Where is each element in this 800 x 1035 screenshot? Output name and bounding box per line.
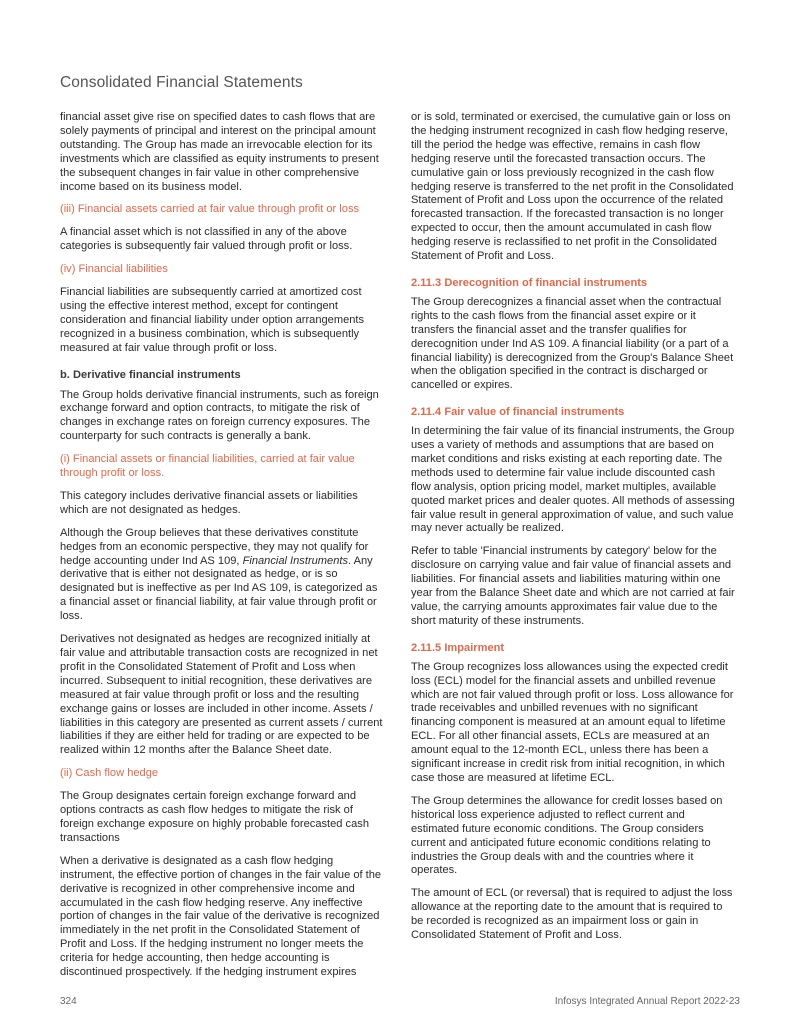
paragraph: The Group holds derivative financial instruments, such as foreign exchange forward and option contracts, to mitigate the risk of changes in exchange rates on foreign currency exposures. The counterparty for such contracts is generally a bank. xyxy=(60,388,379,443)
paragraph: In determining the fair value of its financial instruments, the Group uses a variety of methods and assumptions that are based on market conditions and risks existing at each reporting date. The methods used to determine fair value include discounted cash flow analysis, option pricing model, market multiples, available quoted market prices and dealer quotes. All methods of assessing fair value result in general approximation of value, and such value may never actually be realized. xyxy=(411,425,735,535)
paragraph: The Group recognizes loss allowances using the expected credit loss (ECL) model for the financial assets and unbilled revenue which are not fair valued through profit or loss. Loss allowance for trade receivables and unbilled revenues with no significant financing component is measured at an amount equal to lifetime ECL. For all other financial assets, ECLs are measured at an amount equal to the 12-month ECL, unless there has been a significant increase in credit risk from initial recognition, in which case those are measured at lifetime ECL. xyxy=(411,660,734,784)
paragraph xyxy=(60,527,384,624)
paragraph: When a derivative is designated as a cash flow hedging instrument, the effective portion of changes in the fair value of the derivative is recognized in other comprehensive income and accumulated in the cash flow hedging reserve. Any ineffective portion of changes in the fair value of the derivative is recognized immediately in the net profit in the Consolidated Statement of Profit and Loss. If the hedging instrument no longer meets the criteria for hedge accounting, then hedge accounting is discontinued prospectively. If the hedging instrument expires xyxy=(60,854,382,979)
paragraph: Refer to table 'Financial instruments by category' below for the disclosure on carrying value and fair value of financial assets and liabilities. For financial assets and liabilities maturing within one year from the Balance Sheet date and which are not carried at fair value, the carrying amounts approximates fair value due to the short maturity of these instruments. xyxy=(411,545,735,627)
paragraph: A financial asset which is not classified in any of the above categories is subsequently fair valued through profit or loss. xyxy=(60,226,353,253)
page-title: Consolidated Financial Statements xyxy=(60,74,303,91)
paragraph: This category includes derivative financial assets or liabilities which are not designated as hedges. xyxy=(60,489,358,516)
paragraph: or is sold, terminated or exercised, the cumulative gain or loss on the hedging instrument recognized in cash flow hedging reserve, till the period the hedge was effective, remains in cash flow hedging reserve until the forecasted transaction occurs. The cumulative gain or loss previously recognized in the cash flow hedging reserve is transferred to the net profit in the Consolidated Statement of Profit and Loss upon the occurrence of the related forecasted transaction. If the forecasted transaction is no longer expected to occur, then the amount accumulated in cash flow hedging reserve is reclassified to net profit in the Consolidated Statement of Profit and Loss. xyxy=(411,111,734,263)
text-run: Although the Group believes that these derivatives constitute hedges from an economic perspective, they may not qualify for hedge accounting under Ind AS 109, xyxy=(60,526,369,567)
report-name: Infosys Integrated Annual Report 2022-23 xyxy=(554,996,740,1007)
section-heading: 2.11.3 Derecognition of financial instruments xyxy=(411,276,648,289)
text-run: . Any derivative that is either not designated as hedge, or is so designated but is ineffective as per Ind AS 109, is categorized as a financial asset or financial liability, at fair value through profit or loss. xyxy=(60,554,378,623)
paragraph: Financial liabilities are subsequently carried at amortized cost using the effective interest method, except for contingent consideration and financial liability under option arrangements recognized in a business combination, which is subsequently measured at fair value through profit or loss. xyxy=(60,286,365,354)
subsection-heading: (iv) Financial liabilities xyxy=(60,263,168,276)
paragraph: The Group determines the allowance for credit losses based on historical loss experience adjusted to reflect current and estimated future economic conditions. The Group considers current and anticipated future economic conditions relating to industries the Group deals with and the countries where it operates. xyxy=(411,794,723,877)
subsection-heading: (iii) Financial assets carried at fair value through profit or loss xyxy=(60,203,360,216)
paragraph: The Group designates certain foreign exchange forward and options contracts as cash flow hedges to mitigate the risk of foreign exchange exposure on highly probable forecasted cash transactions xyxy=(60,790,369,844)
section-heading: 2.11.5 Impairment xyxy=(411,641,505,654)
right-column xyxy=(411,111,735,952)
italic-term: Financial Instruments xyxy=(242,554,349,567)
paragraph: Derivatives not designated as hedges are recognized initially at fair value and attributable transaction costs are recognized in net profit in the Consolidated Statement of Profit and Loss when incurred. Subsequent to initial recognition, these derivatives are measured at fair value through profit or loss and the resulting exchange gains or losses are included in other income. Assets / liabilities in this category are presented as current assets / current liabilities if they are either held for trading or are expected to be realized within 12 months after the Balance Sheet date. xyxy=(60,633,383,757)
subsection-heading: (i) Financial assets or financial liabilities, carried at fair value through profit or loss. xyxy=(60,453,355,480)
subsection-heading: (ii) Cash flow hedge xyxy=(60,767,159,780)
paragraph: financial asset give rise on specified dates to cash flows that are solely payments of principal and interest on the principal amount outstanding. The Group has made an irrevocable election for its investments which are classified as equity instruments to present the subsequent changes in fair value in other comprehensive income based on its business model. xyxy=(60,111,379,193)
paragraph: The Group derecognizes a financial asset when the contractual rights to the cash flows from the financial asset expire or it transfers the financial asset and the transfer qualifies for derecognition under Ind AS 109. A financial liability (or a part of a financial liability) is derecognized from the Group's Balance Sheet when the obligation specified in the contract is discharged or cancelled or expires. xyxy=(411,295,734,392)
left-column xyxy=(60,111,384,989)
section-heading: b. Derivative financial instruments xyxy=(60,368,241,381)
paragraph: The amount of ECL (or reversal) that is required to adjust the loss allowance at the reporting date to the amount that is required to be recorded is recognized as an impairment loss or gain in Consolidated Statement of Profit and Loss. xyxy=(411,887,733,942)
page-number: 324 xyxy=(60,996,77,1007)
section-heading: 2.11.4 Fair value of financial instruments xyxy=(411,406,625,419)
